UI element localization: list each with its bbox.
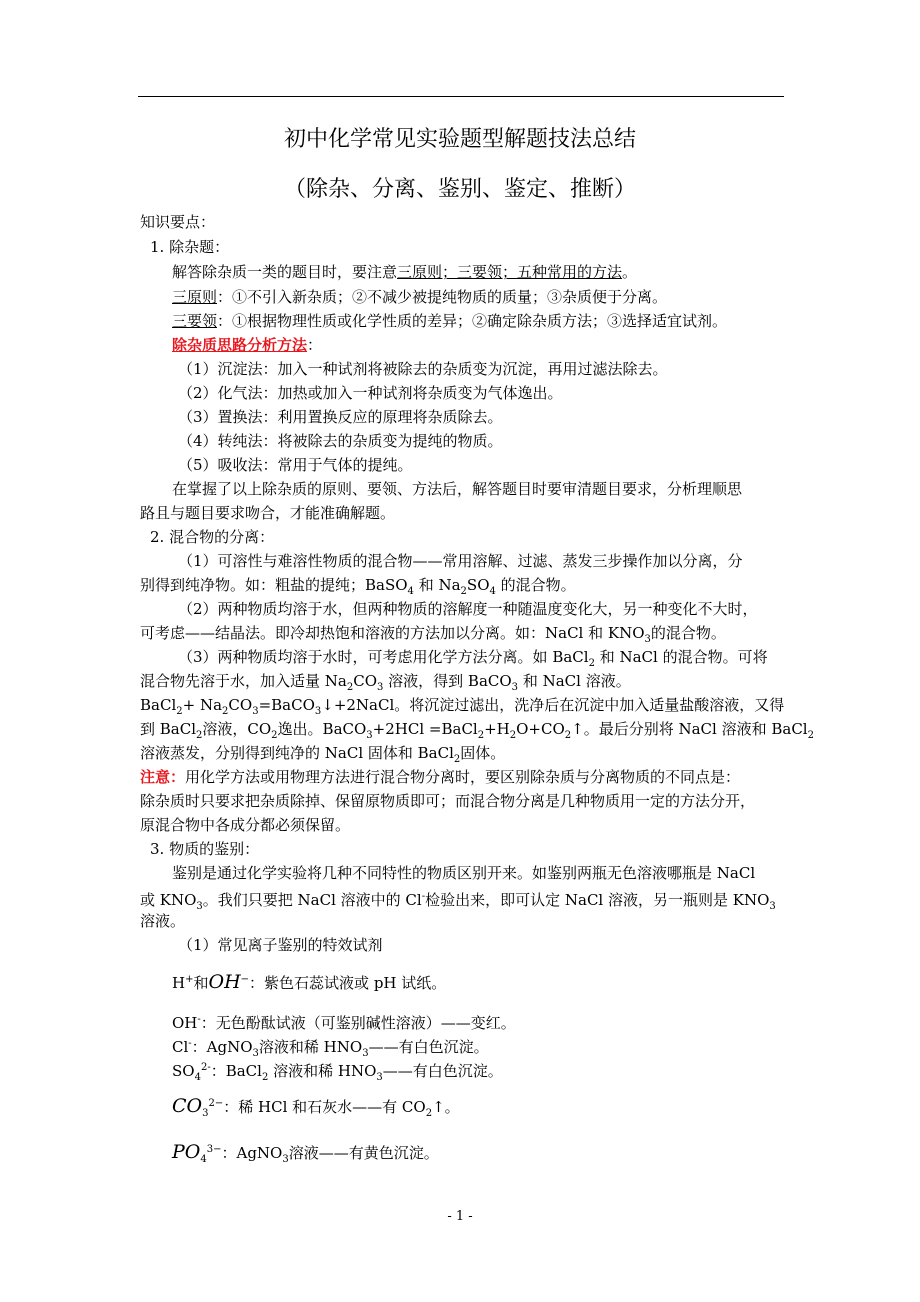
identification-line2: 或 $KNO_3$。我们只要把 NaCl 溶液中的 Cl-检验出来，即可认定 NaCl 溶液，另一瓶则是 $KNO_3$ — [140, 891, 776, 912]
note-label: 注意： — [140, 768, 186, 786]
equation-line3: 溶液蒸发，分别得到纯净的 NaCl 固体和 BaCl$_2$固体。 — [140, 744, 506, 765]
page-number: - 1 - — [447, 1209, 473, 1224]
three-essentials: 三要领：①根据物理性质或化学性质的差异；②确定除杂质方法；③选择适宜试剂。 — [172, 312, 728, 330]
separation-3-line1: （3）两种物质均溶于水时，可考虑用化学方法分离。如 BaCl$_2$ 和 NaCl 的混合物。可将 — [178, 648, 768, 669]
note-line3: 原混合物中各成分都必须保留。 — [140, 816, 351, 834]
section3-heading: 3. 物质的鉴别： — [150, 840, 260, 858]
separation-2-line1: （2）两种物质均溶于水，但两种物质的溶解度一种随温度变化大，另一种变化不大时， — [178, 600, 758, 618]
note-line2: 除杂质时只要求把杂质除掉、保留原物质即可；而混合物分离是几种物质用一定的方法分开， — [140, 792, 756, 810]
ion-oh: OH-：无色酚酞试液（可鉴别碱性溶液）——变红。 — [172, 1014, 516, 1032]
ion-h-oh: H+和OH−：紫色石蕊试液或 pH 试纸。 — [172, 971, 447, 993]
separation-1-line1: （1）可溶性与难溶性物质的混合物——常用溶解、过滤、蒸发三步操作加以分离，分 — [178, 552, 743, 570]
separation-2-line2: 可考虑——结晶法。即冷却热饱和溶液的方法加以分离。如：NaCl 和 $KNO_3$的混合物。 — [140, 624, 726, 645]
ion-so4: $SO_4^{2-}$：BaCl$_2$ 溶液和稀 $HNO_3——$有白色沉淀。 — [172, 1062, 503, 1083]
method-4: （4）转纯法：将被除去的杂质变为提纯的物质。 — [178, 432, 503, 450]
section2-heading: 2. 混合物的分离： — [150, 528, 275, 546]
section1-summary-line2: 路且与题目要求吻合，才能准确解题。 — [140, 504, 396, 522]
method-2: （2）化气法：加热或加入一种试剂将杂质变为气体逸出。 — [178, 384, 563, 402]
header-rule — [138, 96, 784, 97]
intro-label: 知识要点： — [140, 213, 216, 231]
ion-co3: $CO_3^{2-}$：稀 HCl 和石灰水——有 $CO_2↑$。 — [172, 1095, 460, 1119]
method-title: 除杂质思路分析方法： — [172, 336, 323, 354]
section1-summary-line1: 在掌握了以上除杂质的原则、要领、方法后，解答题目时要审清题目要求，分析理顺思 — [172, 480, 743, 498]
document-subtitle: （除杂、分离、鉴别、鉴定、推断） — [283, 177, 636, 202]
document-title: 初中化学常见实验题型解题技法总结 — [283, 127, 636, 152]
equation-line1: BaCl$_2$+ $Na_2CO_3=BaCO_3↓+2NaCl$。将沉淀过滤出，洗净后在沉淀中加入适量盐酸溶液，又得 — [140, 696, 785, 717]
section1-paragraph: 解答除杂质一类的题目时，要注意三原则；三要领；五种常用的方法。 — [172, 263, 638, 281]
separation-3-line2: 混合物先溶于水，加入适量 $Na_2CO_3$ 溶液，得到 BaCO$_3$ 和 NaCl 溶液。 — [140, 672, 631, 693]
three-principles: 三原则：①不引入新杂质；②不减少被提纯物质的质量；③杂质便于分离。 — [172, 288, 668, 306]
separation-1-line2: 别得到纯净物。如：粗盐的提纯；BaSO$_4$ 和 $Na_2SO_4$ 的混合物。 — [140, 576, 576, 597]
method-5: （5）吸收法：常用于气体的提纯。 — [178, 456, 413, 474]
method-1: （1）沉淀法：加入一种试剂将被除去的杂质变为沉淀，再用过滤法除去。 — [178, 360, 668, 378]
identification-line1: 鉴别是通过化学实验将几种不同特性的物质区别开来。如鉴别两瓶无色溶液哪瓶是 NaCl — [172, 864, 756, 882]
ion-cl: Cl-：AgNO$_3$溶液和稀 $HNO_3——$有白色沉淀。 — [172, 1038, 489, 1059]
key-points-underlined: 三原则；三要领；五种常用的方法 — [397, 263, 623, 281]
ion-reagents-heading: （1）常见离子鉴别的特效试剂 — [178, 936, 383, 954]
section1-heading: 1. 除杂题： — [150, 238, 230, 256]
method-3: （3）置换法：利用置换反应的原理将杂质除去。 — [178, 408, 503, 426]
ion-po4: $PO_4^{3-}$：AgNO$_3$溶液——有黄色沉淀。 — [172, 1141, 439, 1165]
note-line1: 注意：用化学方法或用物理方法进行混合物分离时，要区别除杂质与分离物质的不同点是： — [140, 768, 741, 786]
equation-line2: 到 BaCl$_2$溶液，$CO_2$逸出。BaCO$_3$+2HCl $=BaCl_2+H_2O+CO_2↑$。最后分别将 NaCl 溶液和 BaCl$_2$ — [140, 720, 814, 741]
identification-line3: 溶液。 — [140, 912, 186, 930]
